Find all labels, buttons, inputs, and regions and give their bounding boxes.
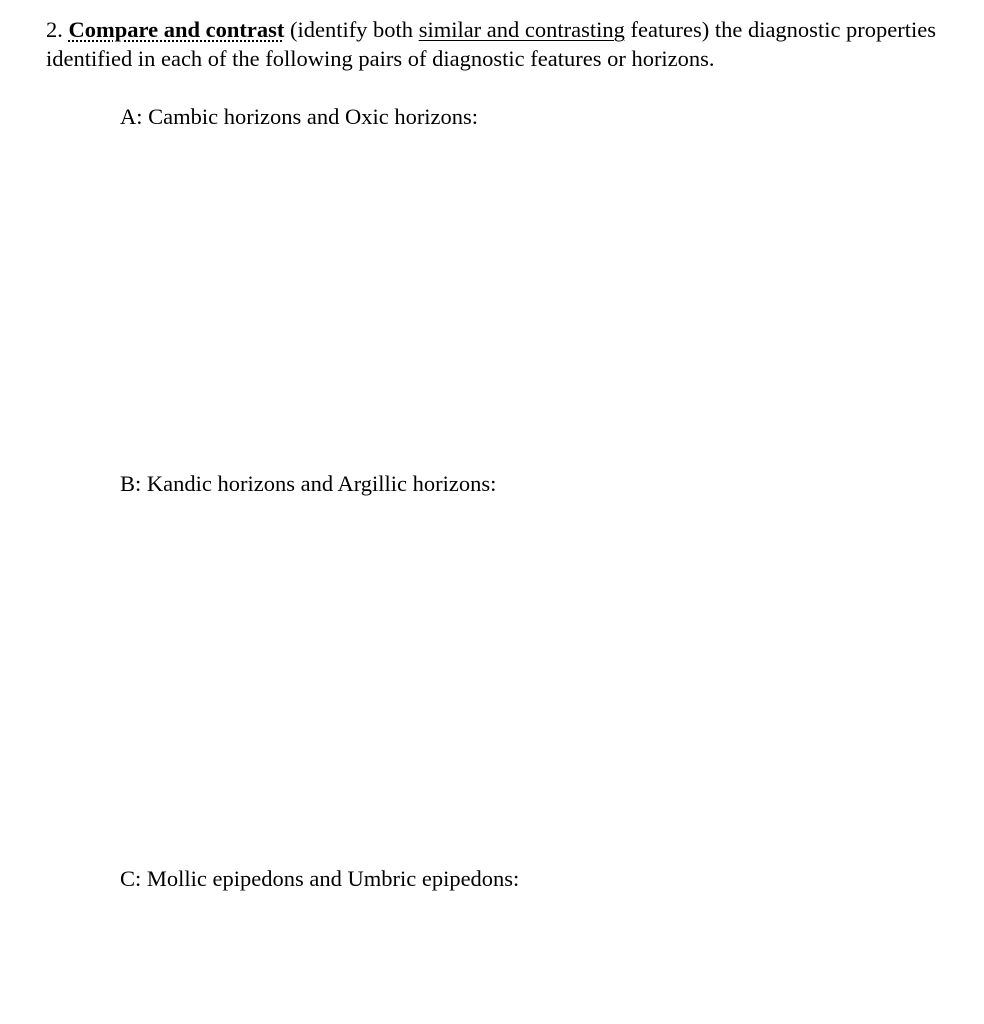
question-emphasis: Compare and contrast xyxy=(68,17,285,42)
question-prompt xyxy=(46,15,946,73)
part-c-answer-space[interactable] xyxy=(120,902,940,1012)
part-a-answer-space[interactable] xyxy=(120,140,940,460)
question-open-paren: ( xyxy=(284,17,298,42)
part-a-label: A: Cambic horizons and Oxic horizons: xyxy=(120,104,479,129)
question-text-after: features) the diagnostic properties identified in each of the following pairs of diagnostic features or horizons. xyxy=(46,17,937,71)
part-c-label: C: Mollic epipedons and Umbric epipedons: xyxy=(120,866,520,891)
part-b-label: B: Kandic horizons and Argillic horizons: xyxy=(120,471,497,496)
part-b-answer-space[interactable] xyxy=(120,508,940,853)
question-text-before: identify both xyxy=(297,17,419,42)
question-number: 2. xyxy=(46,17,69,42)
question-underlined: similar and contrasting xyxy=(418,17,625,42)
